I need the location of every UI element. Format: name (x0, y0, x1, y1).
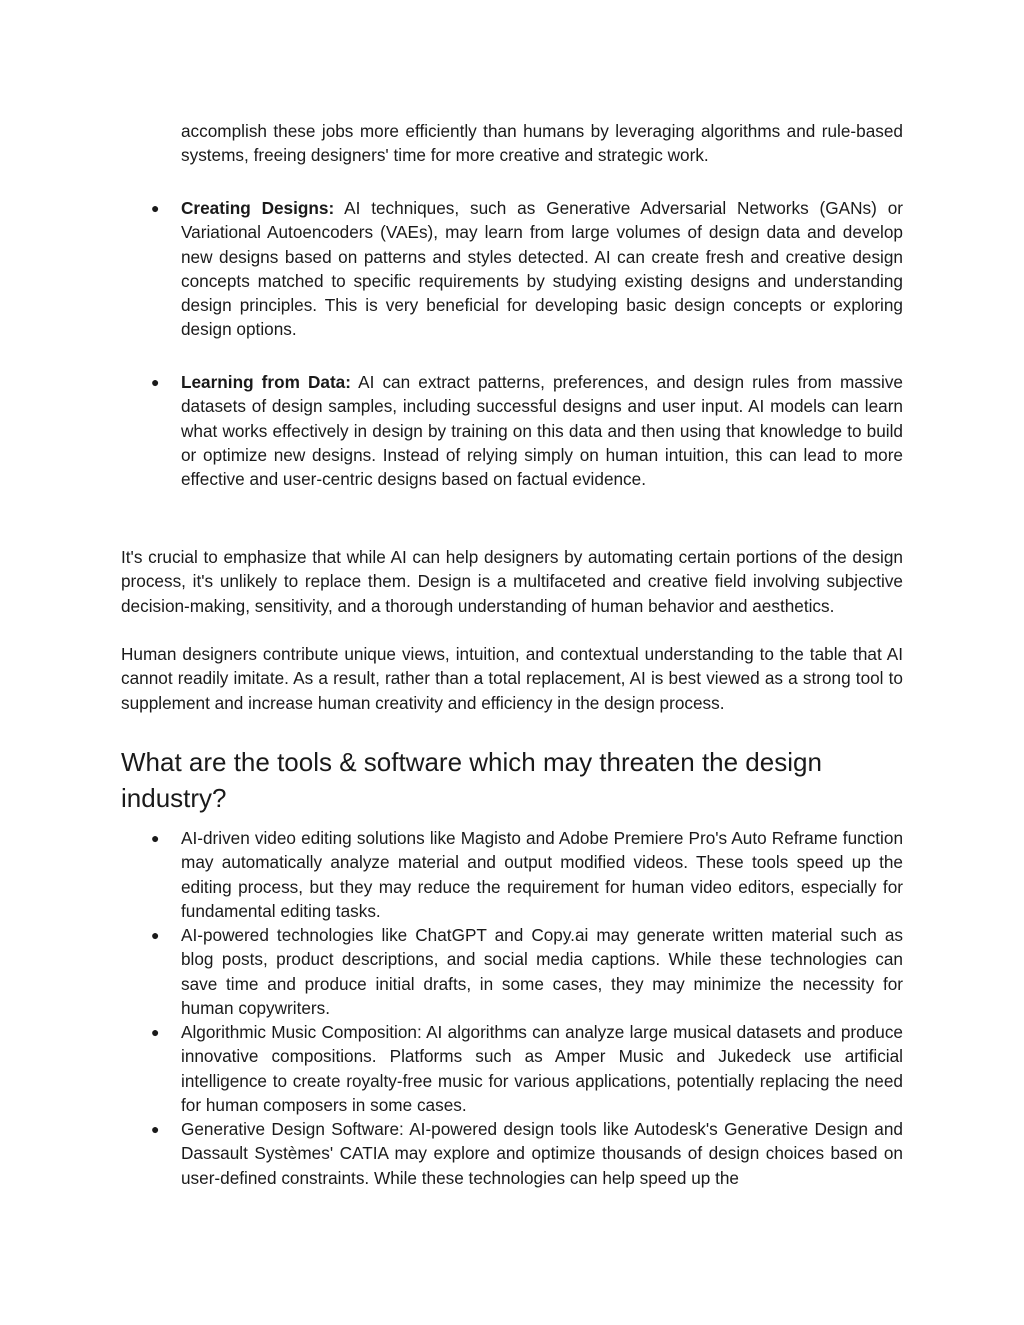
tool-text: Generative Design Software: AI-powered design tools like Autodesk's Generative Design and Dassault Systèmes' CATIA may explore and optimize thousands of design choices based on user-defined constraints. While these technologies can help speed up the (181, 1119, 903, 1188)
bullet-learning-from-data (151, 370, 903, 491)
bullet-creating-designs (151, 196, 904, 342)
tool-item-copywriting (151, 923, 903, 1020)
tool-text: AI-powered technologies like ChatGPT and Copy.ai may generate written material such as blog posts, product descriptions, and social media captions. While these technologies can save time and produce initial drafts, in some cases, they may minimize the necessity for human copywriters. (181, 925, 903, 1018)
bullet-text: AI techniques, such as Generative Adversarial Networks (GANs) or Variational Autoencoders (VAEs), may learn from large volumes of design data and develop new designs based on patterns and styles detected. AI can create fresh and creative design concepts matched to specific requirements by studying existing designs and understanding design principles. This is very beneficial for developing basic design concepts or exploring design options. (181, 198, 904, 340)
tool-text: AI-driven video editing solutions like Magisto and Adobe Premiere Pro's Auto Reframe function may automatically analyze material and output modified videos. These tools speed up the editing process, but they may reduce the requirement for human video editors, especially for fundamental editing tasks. (181, 828, 903, 921)
bullet-dot: ● (151, 927, 160, 943)
bullet-dot: ● (151, 830, 160, 846)
bullet-dot: ● (151, 1024, 160, 1040)
bullet-text: AI can extract patterns, preferences, and design rules from massive datasets of design samples, including successful designs and user input. AI models can learn what works effectively in design by training on this data and then using that knowledge to build or optimize new designs. Instead of relying simply on human intuition, this can lead to more effective and user-centric designs based on factual evidence. (181, 372, 903, 490)
section-heading: What are the tools & software which may threaten the design industry? (121, 747, 822, 813)
tool-item-video-editing (151, 826, 903, 923)
bullet-dot: ● (151, 1121, 160, 1137)
tool-text: Algorithmic Music Composition: AI algorithms can analyze large musical datasets and produce innovative compositions. Platforms such as Amper Music and Jukedeck use artificial intelligence to create royalty-free music for various applications, potentially replacing the need for human composers in some cases. (181, 1022, 903, 1115)
bullet-title: Learning from Data: (181, 372, 351, 392)
tool-item-music-composition (151, 1020, 903, 1117)
bullet-dot: ● (151, 374, 160, 390)
bullet-dot: ● (151, 200, 160, 216)
intro-continuation: accomplish these jobs more efficiently than humans by leveraging algorithms and rule-based systems, freeing designers' time for more creative and strategic work. (181, 121, 903, 166)
tool-item-generative-design (151, 1117, 903, 1190)
paragraph-human-designers: Human designers contribute unique views, intuition, and contextual understanding to the table that AI cannot readily imitate. As a result, rather than a total replacement, AI is best viewed as a strong tool to supplement and increase human creativity and efficiency in the design process. (121, 644, 903, 713)
bullet-title: Creating Designs: (181, 198, 335, 218)
paragraph-ai-not-replace: It's crucial to emphasize that while AI can help designers by automating certain portions of the design process, it's unlikely to replace them. Design is a multifaceted and creative field involving subjective decision-making, sensitivity, and a thorough understanding of human behavior and aesthetics. (121, 547, 903, 616)
